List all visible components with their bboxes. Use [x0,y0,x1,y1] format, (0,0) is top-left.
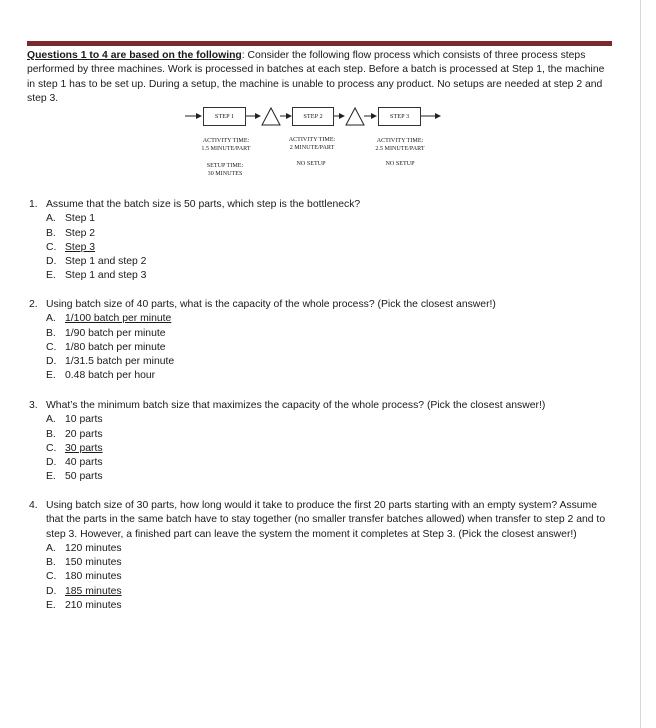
option-text: 0.48 batch per hour [65,370,156,382]
option-text: 20 parts [65,428,103,440]
option-e: E. 50 parts [46,470,614,484]
step-1-activity [191,137,261,153]
option-d: D. Step 1 and step 2 [46,255,614,269]
buffer-triangle-2 [346,108,364,125]
option-text: 120 minutes [65,542,122,554]
step-3-activity-label: ACTIVITY TIME: [376,138,424,144]
question-number: 1. [29,199,38,210]
option-text: 1/80 batch per minute [65,341,166,353]
option-text: Step 1 and step 3 [65,270,147,282]
option-text-marked: 1/100 batch per minute [65,313,172,325]
option-c: C. 180 minutes [46,570,614,584]
option-text-marked: 185 minutes [65,585,122,597]
option-text: 50 parts [65,471,103,483]
step-1-setup-value: 30 MINUTES [207,171,243,177]
option-e: E. Step 1 and step 3 [46,269,614,283]
option-text: 150 minutes [65,557,122,569]
step-1-setup [190,162,260,178]
step-2-activity [277,136,347,152]
step-1-activity-label: ACTIVITY TIME: [202,138,250,144]
option-a: A. 10 parts [46,413,614,427]
option-d: D. 1/31.5 batch per minute [46,355,614,369]
step-3-setup: NO SETUP [385,161,415,167]
option-b: B. 1/90 batch per minute [46,327,614,341]
question-text: Using batch size of 30 parts, how long would it take to produce the first 20 parts starting with an empty system? Assume that the parts in the same batch have to stay together (no smaller transfer batches allowed) when transfer to step 2 and to step 3. However, a finished part can leave the system the moment it completes at Step 3. (Pick the closest answer!) [46,500,606,540]
option-b: B. 20 parts [46,428,614,442]
buffer-triangle-1 [262,108,280,125]
question-number: 3. [29,400,38,411]
step-2-activity-value: 2 MINUTE/PART [289,145,335,151]
step-1-box: STEP 1 [203,107,246,126]
option-text: 180 minutes [65,571,122,583]
intro-lead: Questions 1 to 4 are based on the following [27,50,242,61]
question-4 [29,499,614,613]
option-text-marked: Step 3 [65,241,96,253]
option-a: A. Step 1 [46,212,614,226]
step-1-activity-value: 1.5 MINUTE/PART [201,146,251,152]
option-text: 1/90 batch per minute [65,327,166,339]
option-c: C. Step 3 [46,241,614,255]
step-1-setup-label: SETUP TIME: [206,163,244,169]
step-3-box: STEP 3 [378,107,421,126]
option-d: D. 185 minutes [46,585,614,599]
option-a: A. 1/100 batch per minute [46,312,614,326]
question-1 [29,198,614,284]
option-c: C. 30 parts [46,442,614,456]
step-2-activity-label: ACTIVITY TIME: [288,137,336,143]
step-3-activity [365,137,435,153]
option-e: E. 0.48 batch per hour [46,369,614,383]
option-text-marked: 30 parts [65,442,103,454]
question-text: Using batch size of 40 parts, what is the capacity of the whole process? (Pick the closest answer!) [46,299,496,310]
question-number: 2. [29,299,38,310]
question-3 [29,399,614,485]
option-d: D. 40 parts [46,456,614,470]
flow-connectors [0,0,656,200]
question-text: What’s the minimum batch size that maximizes the capacity of the whole process? (Pick the closest answer!) [46,400,546,411]
option-a: A. 120 minutes [46,542,614,556]
option-text: 1/31.5 batch per minute [65,356,175,368]
option-b: B. Step 2 [46,227,614,241]
step-2-setup: NO SETUP [296,161,326,167]
option-text: Step 2 [65,227,96,239]
step-3-activity-value: 2.5 MINUTE/PART [375,146,425,152]
question-number: 4. [29,500,38,511]
intro-text: : Consider the following flow process which consists of three process steps performed by three machines. Work is processed in batches at each step. Before a batch is processed at Step 1, the machine in step 1 has to be set up. During a setup, the machine is unable to process any product. No setups are needed at step 2 and step 3. [27,50,605,104]
option-b: B. 150 minutes [46,556,614,570]
option-text: 10 parts [65,414,103,426]
option-text: Step 1 and step 2 [65,256,147,268]
option-text: 210 minutes [65,600,122,612]
option-e: E. 210 minutes [46,599,614,613]
option-c: C. 1/80 batch per minute [46,341,614,355]
option-text: 40 parts [65,457,103,469]
step-2-box: STEP 2 [292,107,334,126]
question-text: Assume that the batch size is 50 parts, which step is the bottleneck? [46,199,361,210]
question-2 [29,298,614,384]
option-text: Step 1 [65,213,96,225]
